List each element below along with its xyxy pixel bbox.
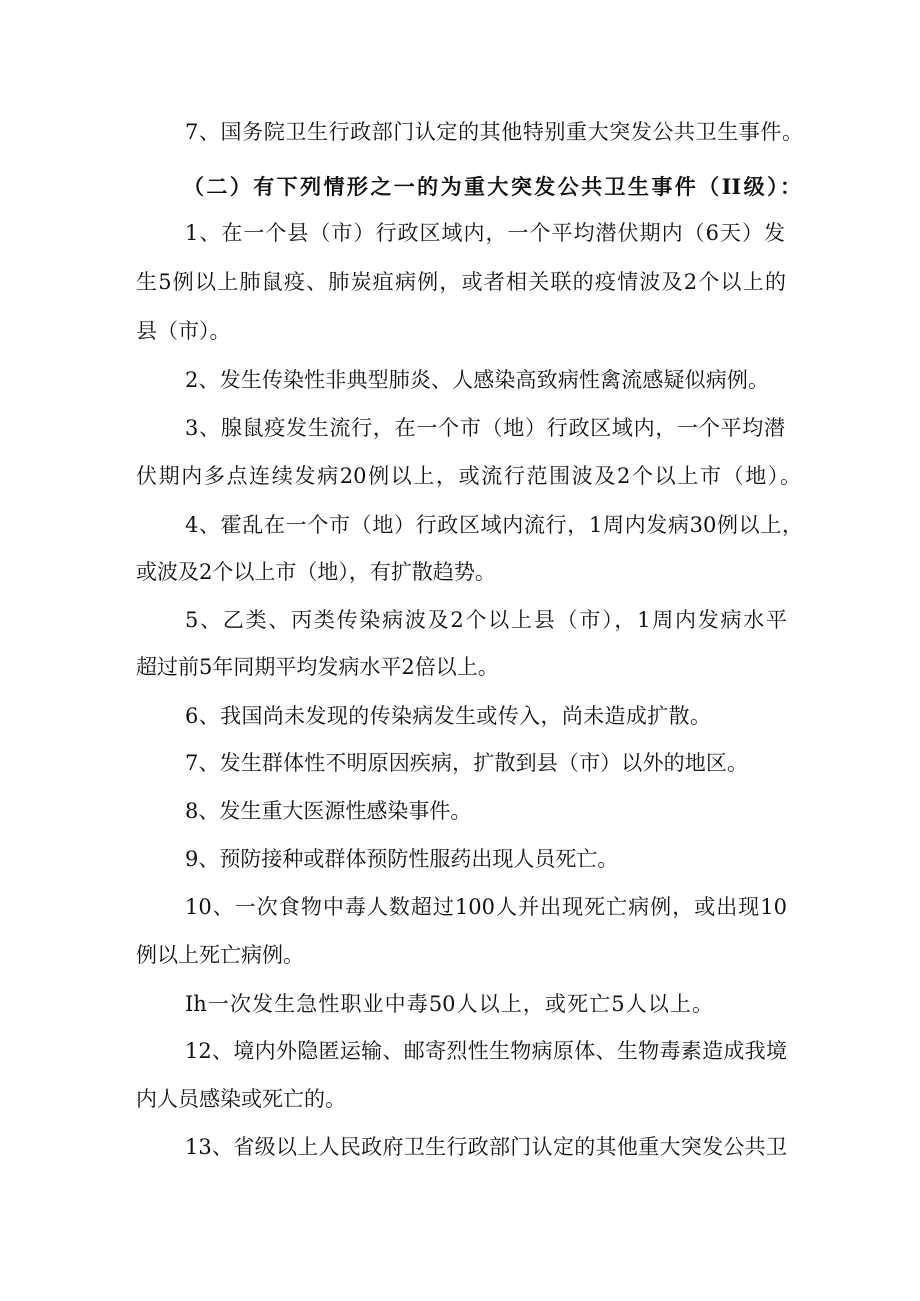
paragraph-line: 8、发生重大医源性感染事件。 (185, 799, 472, 823)
paragraph-line: 7、国务院卫生行政部门认定的其他特别重大突发公共卫生事件。 (185, 120, 803, 144)
paragraph-line: 4、霍乱在一个市（地）行政区域内流行，1周内发病30例以上， (185, 513, 803, 537)
paragraph-line: 3、腺鼠疫发生流行，在一个市（地）行政区域内，一个平均潜 (185, 416, 785, 440)
paragraph-line: 超过前5年同期平均发病水平2倍以上。 (136, 655, 499, 679)
paragraph-line: 7、发生群体性不明原因疾病，扩散到县（市）以外的地区。 (185, 751, 748, 775)
paragraph-line: Ih一次发生急性职业中毒50人以上，或死亡5人以上。 (185, 992, 713, 1016)
paragraph-line: 伏期内多点连续发病20例以上，或流行范围波及2个以上市（地）。 (136, 464, 801, 488)
paragraph-line: 2、发生传染性非典型肺炎、人感染高致病性禽流感疑似病例。 (185, 368, 769, 392)
paragraph-line: 1、在一个县（市）行政区域内，一个平均潜伏期内（6天）发 (185, 221, 785, 245)
paragraph-line: 9、预防接种或群体预防性服药出现人员死亡。 (185, 847, 619, 871)
paragraph-line: 12、境内外隐匿运输、邮寄烈性生物病原体、生物毒素造成我境 (185, 1039, 787, 1063)
paragraph-line: 内人员感染或死亡的。 (136, 1087, 346, 1111)
paragraph-line: 县（市）。 (136, 319, 231, 343)
paragraph-line: 例以上死亡病例。 (136, 943, 304, 967)
paragraph-line: 13、省级以上人民政府卫生行政部门认定的其他重大突发公共卫 (185, 1135, 787, 1159)
paragraph-line: 5、乙类、丙类传染病波及2个以上县（市），1周内发病水平 (185, 608, 787, 632)
paragraph-line: 10、一次食物中毒人数超过100人并出现死亡病例，或出现10 (185, 895, 787, 919)
paragraph-line: 生5例以上肺鼠疫、肺炭疽病例，或者相关联的疫情波及2个以上的 (136, 270, 786, 294)
paragraph-line: 6、我国尚未发现的传染病发生或传入，尚未造成扩散。 (185, 704, 711, 728)
paragraph-line: 或波及2个以上市（地），有扩散趋势。 (136, 560, 496, 584)
section-heading: （二）有下列情形之一的为重大突发公共卫生事件（II级）： (183, 174, 801, 199)
